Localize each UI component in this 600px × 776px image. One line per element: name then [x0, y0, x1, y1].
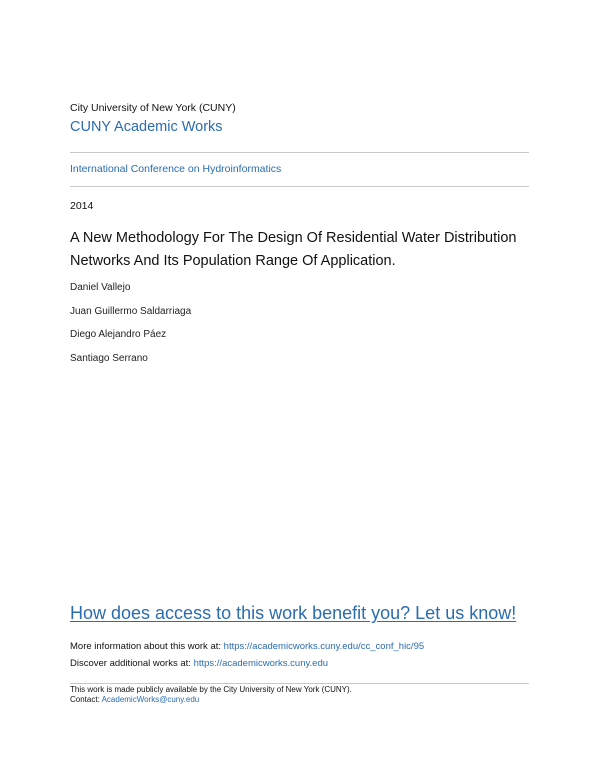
- work-url-link[interactable]: https://academicworks.cuny.edu/cc_conf_hic/95: [223, 641, 425, 652]
- divider-collection: [70, 186, 529, 187]
- more-info-label: More information about this work at:: [70, 641, 222, 652]
- divider-footer: [70, 683, 529, 684]
- author-item: Daniel Vallejo: [70, 282, 131, 293]
- discover-label: Discover additional works at:: [70, 658, 191, 669]
- discover-line: [70, 658, 328, 669]
- author-item: Juan Guillermo Saldarriaga: [70, 305, 192, 317]
- author-item: Diego Alejandro Páez: [70, 329, 167, 340]
- feedback-link[interactable]: How does access to this work benefit you? Let us know!: [70, 603, 517, 623]
- contact-label: Contact:: [70, 695, 100, 704]
- availability-notice: This work is made publicly available by the City University of New York (CUNY).: [70, 685, 352, 694]
- repository-link[interactable]: CUNY Academic Works: [70, 119, 223, 135]
- publication-year: 2014: [70, 200, 94, 212]
- paper-title: A New Methodology For The Design Of Residential Water Distribution Networks And Its Population Range Of Application.: [70, 230, 517, 269]
- contact-line: [70, 695, 199, 704]
- divider-top: [70, 152, 529, 153]
- collection-link[interactable]: International Conference on Hydroinformatics: [70, 163, 282, 175]
- institution-name: City University of New York (CUNY): [70, 102, 236, 114]
- discover-url-link[interactable]: https://academicworks.cuny.edu: [193, 658, 329, 669]
- more-info-line: [70, 641, 424, 652]
- contact-email-link[interactable]: AcademicWorks@cuny.edu: [101, 695, 200, 704]
- author-item: Santiago Serrano: [70, 352, 148, 364]
- author-list: [70, 282, 191, 376]
